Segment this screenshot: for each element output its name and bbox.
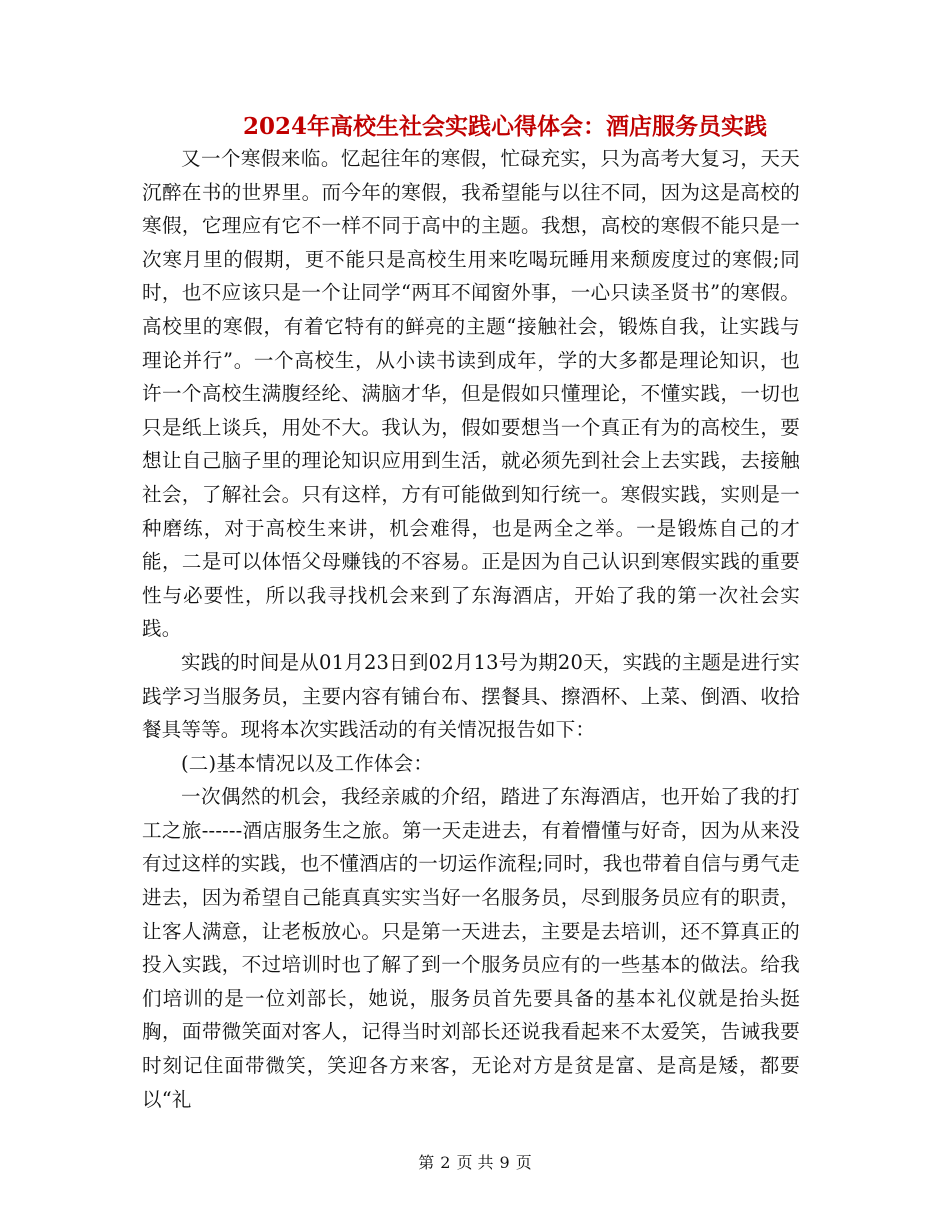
page-footer (0, 1152, 950, 1174)
footer-total-pages: 9 (499, 1153, 510, 1172)
document-body (142, 142, 800, 1116)
document-title: 2024年高校生社会实践心得体会：酒店服务员实践 (242, 113, 767, 140)
footer-prefix: 第 (418, 1153, 435, 1172)
paragraph-2: 实践的时间是从01月23日到02月13号为期20天，实践的主题是进行实践学习当服务员，主要内容有铺台布、摆餐具、擦酒杯、上菜、倒酒、收拾餐具等等。现将本次实践活动的有关情况报告如下： (142, 650, 800, 742)
footer-suffix: 页 (515, 1153, 532, 1172)
paragraph-4: 一次偶然的机会，我经亲戚的介绍，踏进了东海酒店，也开始了我的打工之旅------酒店服务生之旅。第一天走进去，有着懵懂与好奇，因为从来没有过这样的实践，也不懂酒店的一切运作流程;同时，我也带着自信与勇气走进去，因为希望自己能真真实实当好一名服务员，尽到服务员应有的职责，让客人满意，让老板放心。只是第一天进去，主要是去培训，还不算真正的投入实践，不过培训时也了解了到一个服务员应有的一些基本的做法。给我们培训的是一位刘部长，她说，服务员首先要具备的基本礼仪就是抬头挺胸，面带微笑面对客人，记得当时刘部长还说我看起来不太爱笑，告诫我要时刻记住面带微笑，笑迎各方来客，无论对方是贫是富、是高是矮，都要以“礼 (142, 785, 800, 1111)
paragraph-1: 又一个寒假来临。忆起往年的寒假，忙碌充实，只为高考大复习，天天沉醉在书的世界里。而今年的寒假，我希望能与以往不同，因为这是高校的寒假，它理应有它不一样不同于高中的主题。我想，高校的寒假不能只是一次寒月里的假期，更不能只是高校生用来吃喝玩睡用来颓废度过的寒假;同时，也不应该只是一个让同学“两耳不闻窗外事，一心只读圣贤书”的寒假。高校里的寒假，有着它特有的鲜亮的主题“接触社会，锻炼自我，让实践与理论并行”。一个高校生，从小读书读到成年，学的大多都是理论知识，也许一个高校生满腹经纶、满脑才华，但是假如只懂理论，不懂实践，一切也只是纸上谈兵，用处不大。我认为，假如要想当一个真正有为的高校生，要想让自己脑子里的理论知识应用到生活，就必须先到社会上去实践，去接触社会，了解社会。只有这样，方有可能做到知行统一。寒假实践，实则是一种磨练，对于高校生来讲，机会难得，也是两全之举。一是锻炼自己的才能，二是可以体悟父母赚钱的不容易。正是因为自己认识到寒假实践的重要性与必要性，所以我寻找机会来到了东海酒店，开始了我的第一次社会实践。 (142, 147, 800, 641)
footer-page-number: 2 (440, 1153, 451, 1172)
footer-middle: 页 共 (456, 1153, 494, 1172)
paragraph-3: (二)基本情况以及工作体会： (181, 751, 434, 775)
